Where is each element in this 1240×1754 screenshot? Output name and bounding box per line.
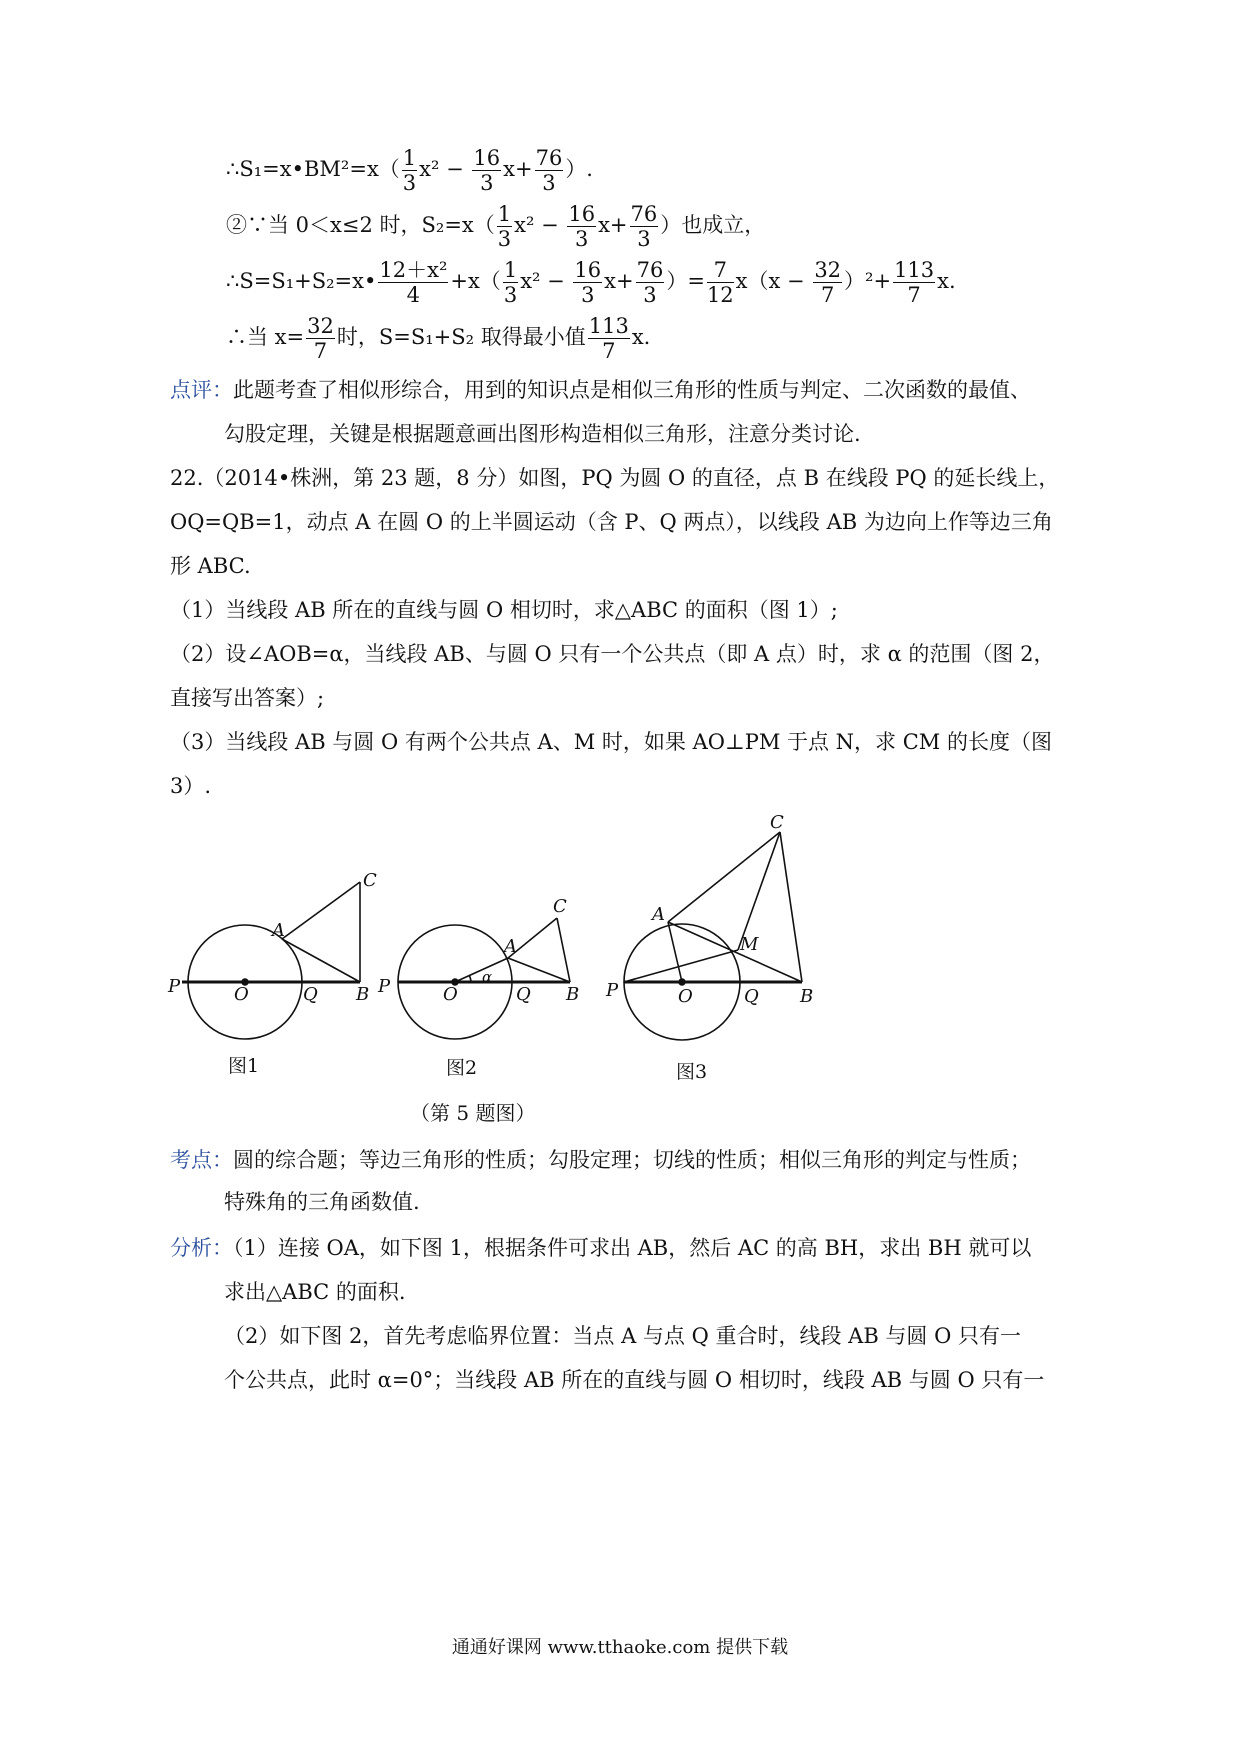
fig3-label-a: A bbox=[652, 904, 665, 925]
fenxi-line-1: 分析：（1）连接 OA，如下图 1，根据条件可求出 AB，然后 AC 的高 BH，求出 BH 就可以 bbox=[170, 1236, 1032, 1260]
problem-line-2: OQ=QB=1，动点 A 在圆 O 的上半圆运动（含 P、Q 两点），以线段 AB 为边向上作等边三角 bbox=[170, 510, 1053, 534]
question-2-b: 直接写出答案）; bbox=[170, 686, 325, 710]
question-1: （1）当线段 AB 所在的直线与圆 O 相切时，求△ABC 的面积（图 1）; bbox=[170, 598, 838, 622]
question-3-b: 3）. bbox=[170, 774, 212, 798]
fraction: $\frac{113}{7}$ bbox=[588, 314, 629, 363]
fig3-label-q: Q bbox=[744, 986, 759, 1007]
fig1-name: 图1 bbox=[228, 1055, 260, 1077]
fraction: $\frac{1}{3}$ bbox=[503, 258, 518, 307]
fig3-label-p: P bbox=[606, 980, 619, 1001]
fig2-label-o: O bbox=[443, 984, 458, 1005]
figure-3 bbox=[624, 832, 802, 1040]
fig3-name: 图3 bbox=[676, 1061, 708, 1083]
fraction: $\frac{\text{12＋x²}}{4}$ bbox=[379, 258, 448, 307]
fig2-label-alpha: α bbox=[482, 968, 493, 986]
fig1-label-c: C bbox=[363, 870, 377, 891]
fig1-label-a: A bbox=[272, 920, 285, 941]
fig3-label-o: O bbox=[678, 986, 693, 1007]
fraction: $\frac{32}{7}$ bbox=[814, 258, 842, 307]
fig2-label-p: P bbox=[378, 976, 391, 997]
fig2-label-b: B bbox=[566, 984, 580, 1005]
fig1-label-o: O bbox=[234, 984, 249, 1005]
fig1-segment-ac bbox=[282, 882, 360, 939]
solution-line-3: ∴S=S₁+S₂=x• $\frac{\text{12＋x²}}{4}$ +x（ $\frac{1}{3}$ x² − $\frac{16}{3}$ x+ $\frac{76}{3}$ ）= $\frac{7}{12}$ x（x − $\frac{32}{7}$ ）²+ $\frac{113}{7}$ x. bbox=[226, 258, 956, 307]
geometry-figures bbox=[0, 800, 1240, 1120]
figure-1 bbox=[182, 882, 360, 1039]
fig3-segment-oa bbox=[668, 922, 682, 982]
problem-line-3: 形 ABC. bbox=[170, 554, 251, 578]
fraction: $\frac{1}{3}$ bbox=[402, 146, 417, 195]
question-2-a: （2）设∠AOB=α，当线段 AB、与圆 O 只有一个公共点（即 A 点）时，求 α 的范围（图 2， bbox=[170, 642, 1055, 666]
figure-caption: （第 5 题图） bbox=[410, 1101, 536, 1125]
fig2-label-q: Q bbox=[516, 984, 531, 1005]
fig3-segment-bc bbox=[780, 832, 802, 982]
fig2-segment-ab bbox=[508, 958, 570, 982]
fenxi-line-3: （2）如下图 2，首先考虑临界位置：当点 A 与点 Q 重合时，线段 AB 与圆 O 只有一 bbox=[224, 1324, 1021, 1348]
fraction: $\frac{1}{3}$ bbox=[497, 202, 512, 251]
page-footer: 通通好课网 www.tthaoke.com 提供下载 bbox=[451, 1637, 789, 1658]
fraction: $\frac{113}{7}$ bbox=[894, 258, 935, 307]
problem-line-1: 22.（2014•株洲，第 23 题，8 分）如图，PQ 为圆 O 的直径，点 B 在线段 PQ 的延长线上， bbox=[170, 466, 1060, 490]
fig3-label-m: M bbox=[740, 934, 759, 955]
fraction: $\frac{32}{7}$ bbox=[307, 314, 334, 363]
fig3-point-o bbox=[679, 979, 685, 985]
kaodian-line-1: 考点：圆的综合题；等边三角形的性质；勾股定理；切线的性质；相似三角形的判定与性质； bbox=[170, 1148, 1031, 1172]
fig1-label-p: P bbox=[168, 976, 181, 997]
solution-line-1: ∴S₁=x•BM²=x（ $\frac{1}{3}$ x² − $\frac{16}{3}$ x+ $\frac{76}{3}$ ）. bbox=[226, 146, 593, 195]
fenxi-line-4: 个公共点，此时 α=0°；当线段 AB 所在的直线与圆 O 相切时，线段 AB 与圆 O 只有一 bbox=[224, 1368, 1045, 1392]
fig1-label-q: Q bbox=[303, 984, 318, 1005]
kaodian-line-2: 特殊角的三角函数值. bbox=[224, 1190, 420, 1214]
kaodian-label: 考点： bbox=[170, 1148, 233, 1172]
solution-line-4: ∴当 x= $\frac{32}{7}$ 时，S=S₁+S₂ 取得最小值 $\frac{113}{7}$ x. bbox=[226, 314, 651, 363]
fraction: $\frac{16}{3}$ bbox=[473, 146, 501, 195]
fig3-segment-ab bbox=[668, 922, 802, 982]
fig2-segment-bc bbox=[557, 918, 570, 982]
fig3-label-c: C bbox=[770, 812, 784, 833]
solution-line-2: ②∵当 0＜x≤2 时，S₂=x（ $\frac{1}{3}$ x² − $\frac{16}{3}$ x+ $\frac{76}{3}$ ）也成立， bbox=[226, 202, 766, 251]
fig1-segment-ab bbox=[282, 939, 360, 982]
comment-line-2: 勾股定理，关键是根据题意画出图形构造相似三角形，注意分类讨论. bbox=[224, 422, 861, 446]
fraction: $\frac{76}{3}$ bbox=[630, 202, 658, 251]
fenxi-label: 分析： bbox=[170, 1236, 233, 1260]
fraction: $\frac{76}{3}$ bbox=[535, 146, 563, 195]
fraction: $\frac{7}{12}$ bbox=[706, 258, 734, 307]
fraction: $\frac{16}{3}$ bbox=[568, 202, 596, 251]
comment-label: 点评： bbox=[170, 378, 233, 402]
question-3-a: （3）当线段 AB 与圆 O 有两个公共点 A、M 时，如果 AO⊥PM 于点 N，求 CM 的长度（图 bbox=[170, 730, 1052, 754]
fig1-label-b: B bbox=[356, 984, 370, 1005]
fenxi-line-2: 求出△ABC 的面积. bbox=[224, 1280, 406, 1304]
fig2-name: 图2 bbox=[446, 1057, 478, 1079]
fraction: $\frac{76}{3}$ bbox=[636, 258, 664, 307]
comment-line-1: 点评：此题考查了相似形综合，用到的知识点是相似三角形的性质与判定、二次函数的最值、 bbox=[170, 378, 1031, 402]
fig2-label-c: C bbox=[553, 896, 567, 917]
fig3-label-b: B bbox=[800, 986, 814, 1007]
fig2-label-a: A bbox=[504, 936, 517, 957]
fraction: $\frac{16}{3}$ bbox=[574, 258, 602, 307]
